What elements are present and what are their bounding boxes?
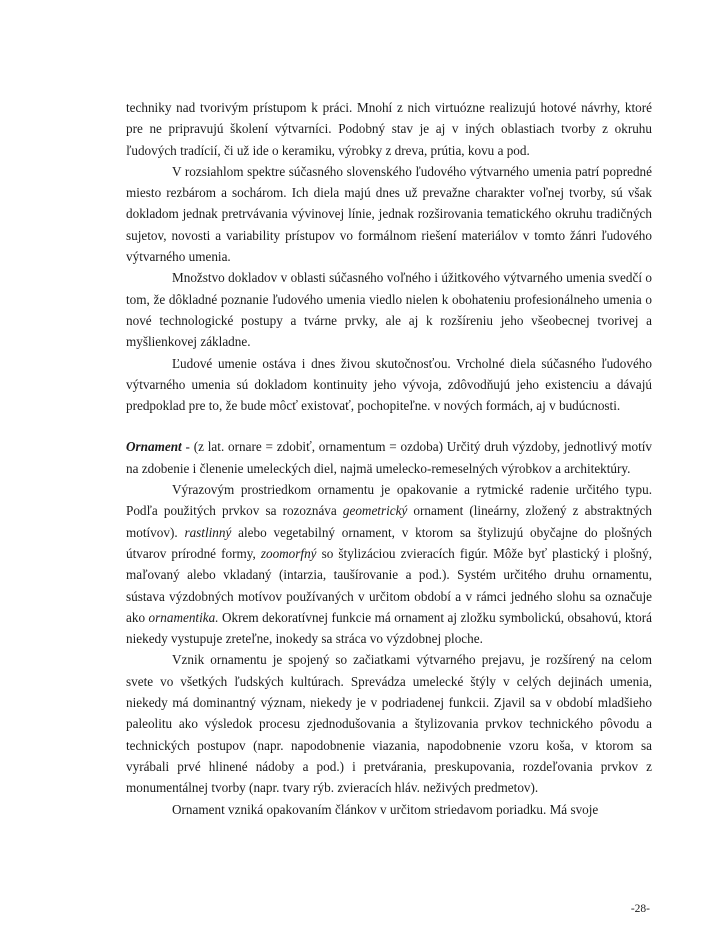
definition-text: - (z lat. ornare = zdobiť, ornamentum = ozdoba) Určitý druh výzdoby, jednotlivý motív na zdobenie i členenie umeleckých diel, najmä umelecko-remeselných výrobkov a architektúry.	[126, 439, 652, 476]
paragraph-3: Množstvo dokladov v oblasti súčasného voľného i úžitkového výtvarného umenia svedčí o tom, že dôkladné poznanie ľudového umenia viedlo nielen k obohateniu profesionálneho umenia o nové technologické postupy a tvárne prvky, ale aj k rozšíreniu jeho všeobecnej tvorivej a myšlienkovej základne.	[126, 270, 652, 350]
text-run: Výrazovým prostriedkom ornamentu je opakovanie a rytmické radenie určitého typu. Podľa použitých prvkov sa rozoznáva	[126, 482, 652, 519]
emphasis-rastlinny: rastlinný	[184, 524, 232, 540]
paragraph-6	[126, 479, 652, 649]
text-run: so štylizáciou zvieracích figúr. Môže byť plastický i plošný, maľovaný alebo vkladaný (intarzia, taušírovanie a pod.). Systém určitého druhu ornamentu, sústava výzdobných motívov používaných v určitom období a v rámci jedného slohu sa označuje ako	[126, 545, 652, 625]
text-run: alebo vegetabilný ornament, v ktorom sa štylizujú obyčajne do plošných útvarov prírodné formy,	[126, 524, 652, 561]
body-text	[126, 97, 652, 820]
emphasis-ornamentika: ornamentika.	[148, 609, 219, 625]
paragraph-1: techniky nad tvorivým prístupom k práci. Mnohí z nich virtuózne realizujú hotové návrhy, ktoré pre ne pripravujú školení výtvarníci. Podobný stav je aj v iných oblastiach tvorby z okruhu ľudových tradícií, či už ide o keramiku, výrobky z dreva, prútia, kovu a pod.	[126, 100, 652, 158]
text-run: ornament (lineárny, zložený z abstraktných motívov).	[126, 503, 652, 540]
term-ornament: Ornament	[126, 439, 182, 455]
page-number: -28-	[630, 903, 650, 915]
paragraph-7: Vznik ornamentu je spojený so začiatkami výtvarného prejavu, je rozšírený na celom svete vo všetkých ľudských kultúrach. Sprevádza umelecké štýly v celých dejinách umenia, niekedy má dominantný význam, niekedy je v podriadenej funkcii. Zjavil sa v období mladšieho paleolitu ako výsledok procesu zjednodušovania a štylizovania prvkov technického pôvodu a technických postupov (napr. napodobnenie viazania, napodobnenie vzoru koša, v ktorom sa vyrábali prvé hlinené nádoby a pod.) i pretvárania, preskupovania, rozdeľovania prvkov z monumentálnej tvorby (napr. tvary rýb. zvieracích hláv. neživých predmetov).	[126, 652, 652, 796]
emphasis-geometricky: geometrický	[342, 503, 408, 519]
paragraph-ornament-definition	[126, 436, 652, 479]
paragraph-4: Ľudové umenie ostáva i dnes živou skutočnosťou. Vrcholné diela súčasného ľudového výtvarného umenia sú dokladom kontinuity jeho vývoja, zdôvodňujú jeho existenciu a dávajú predpoklad pre to, že bude môcť existovať, pochopiteľne. v nových formách, aj v budúcnosti.	[126, 355, 652, 414]
paragraph-2: V rozsiahlom spektre súčasného slovenského ľudového výtvarného umenia patrí popredné miesto rezbárom a sochárom. Ich diela majú dnes už prevažne charakter voľnej tvorby, sú však dokladom jednak pretrvávania vývinovej línie, jednak rozširovania tematického okruhu tradičných sujetov, novosti a variability prístupov vo formálnom riešení materiálov v tomto žánri ľudového výtvarného umenia.	[126, 163, 652, 265]
text-run: Okrem dekoratívnej funkcie má ornament aj zložku symbolickú, obsahovú, ktorá niekedy vystupuje zreteľne, inokedy sa stráca vo výzdobnej ploche.	[126, 609, 652, 647]
paragraph-8: Ornament vzniká opakovaním článkov v určitom striedavom poriadku. Má svoje	[172, 801, 599, 817]
emphasis-zoomorfny: zoomorfný	[260, 545, 317, 561]
